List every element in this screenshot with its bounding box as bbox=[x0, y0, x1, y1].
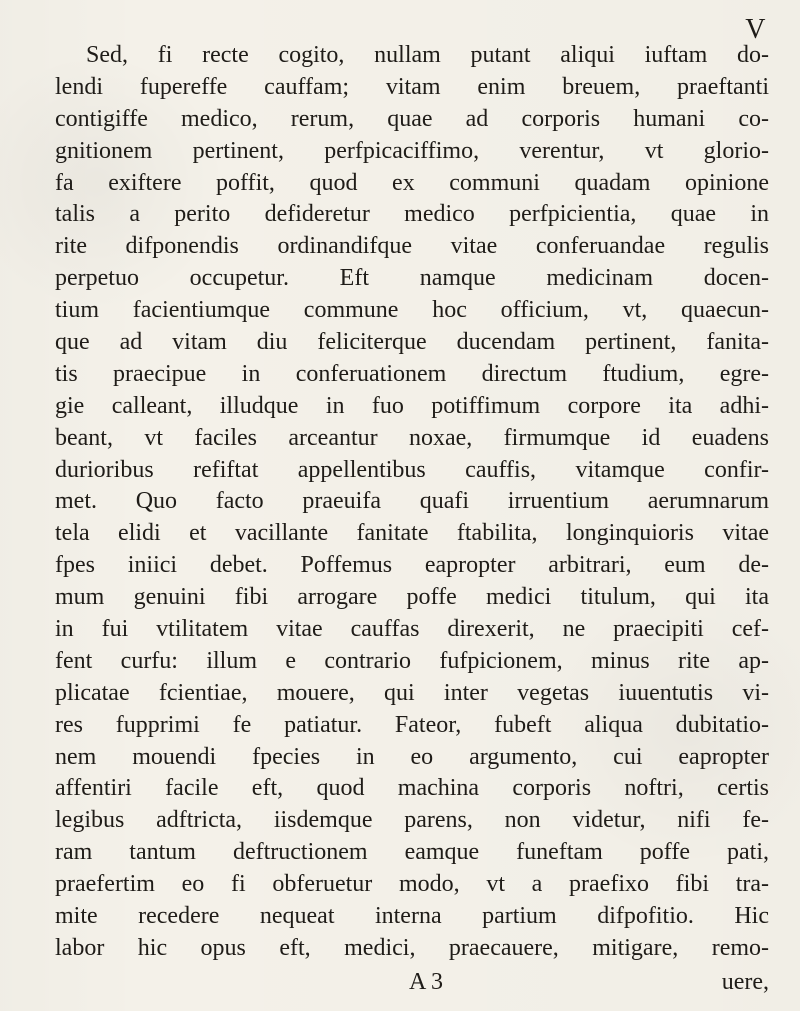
text-line-7: rite difponendis ordinandifque vitae conferuandae regulis bbox=[55, 233, 769, 260]
text-line-1: Sed, fi recte cogito, nullam putant aliqui iuftam do- bbox=[86, 42, 769, 68]
text-line-14: durioribus refiftat appellentibus cauffis, vitamque confir- bbox=[55, 456, 769, 483]
text-line-18: mum genuini fibi arrogare poffe medici titulum, qui ita bbox=[55, 584, 769, 611]
text-line-17: fpes iniici debet. Poffemus eapropter arbitrari, eum de- bbox=[55, 552, 769, 579]
text-line-10: que ad vitam diu feliciterque ducendam pertinent, fanita- bbox=[55, 329, 769, 356]
page-footer bbox=[55, 967, 769, 997]
text-line-11: tis praecipue in conferuationem directum ftudium, egre- bbox=[55, 360, 769, 387]
text-line-26: ram tantum deftructionem eamque funeftam poffe pati, bbox=[55, 839, 769, 866]
text-line-12: gie calleant, illudque in fuo potiffimum corpore ita adhi- bbox=[55, 392, 769, 419]
text-line-2: lendi fupereffe cauffam; vitam enim breuem, praeftanti bbox=[55, 73, 769, 100]
text-line-16: tela elidi et vacillante fanitate ftabilita, longinquioris vitae bbox=[55, 520, 769, 547]
text-line-23: nem mouendi fpecies in eo argumento, cui eapropter bbox=[55, 743, 769, 770]
text-line-20: fent curfu: illum e contrario fufpicionem, minus rite ap- bbox=[55, 647, 769, 674]
text-line-25: legibus adftricta, iisdemque parens, non videtur, nifi fe- bbox=[55, 807, 769, 834]
text-line-29: labor hic opus eft, medici, praecauere, mitigare, remo- bbox=[55, 934, 769, 961]
text-line-15: met. Quo facto praeuifa quafi irruentium aerumnarum bbox=[55, 488, 769, 515]
signature-mark: A 3 bbox=[409, 969, 444, 995]
text-line-24: affentiri facile eft, quod machina corporis noftri, certis bbox=[55, 775, 769, 802]
text-line-22: res fupprimi fe patiatur. Fateor, fubeft aliqua dubitatio- bbox=[55, 711, 769, 738]
text-line-8: perpetuo occupetur. Eft namque medicinam docen- bbox=[55, 265, 769, 292]
text-line-5: fa exiftere poffit, quod ex communi quadam opinione bbox=[55, 169, 769, 196]
latin-text-block bbox=[55, 40, 769, 965]
page-header-mark: V bbox=[745, 14, 766, 45]
text-line-6: talis a perito defideretur medico perfpicientia, quae in bbox=[55, 201, 769, 228]
text-line-9: tium facientiumque commune hoc officium, vt, quaecun- bbox=[55, 297, 769, 324]
text-line-19: in fui vtilitatem vitae cauffas direxerit, ne praecipiti cef- bbox=[55, 616, 769, 643]
text-line-3: contigiffe medico, rerum, quae ad corporis humani co- bbox=[55, 105, 769, 132]
text-line-28: mite recedere nequeat interna partium difpofitio. Hic bbox=[55, 903, 769, 930]
text-line-13: beant, vt faciles arceantur noxae, firmumque id euadens bbox=[55, 424, 769, 451]
catchword: uere, bbox=[721, 969, 769, 995]
text-line-27: praefertim eo fi obferuetur modo, vt a praefixo fibi tra- bbox=[55, 871, 769, 898]
text-line-4: gnitionem pertinent, perfpicaciffimo, verentur, vt glorio- bbox=[55, 137, 769, 164]
text-line-21: plicatae fcientiae, mouere, qui inter vegetas iuuentutis vi- bbox=[55, 679, 769, 706]
